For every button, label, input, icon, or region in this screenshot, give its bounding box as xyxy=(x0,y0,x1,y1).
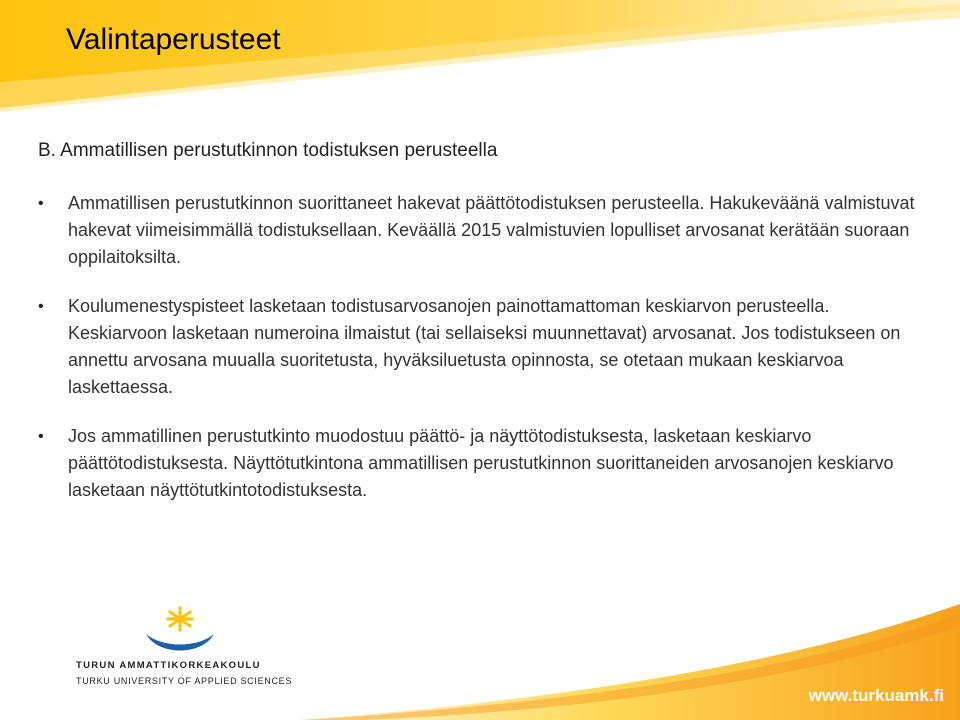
bullet-text: Jos ammatillinen perustutkinto muodostuu päättö- ja näyttötodistuksesta, lasketaan keskiarvo päättötodistuksesta. Näyttötutkintona ammatillisen perustutkinnon suorittaneiden arvosanojen keskiarvo lasketaan näyttötutkintotodistuksesta. xyxy=(68,426,894,500)
bullet-marker: • xyxy=(38,298,44,315)
bullet-item xyxy=(38,423,918,504)
bullet-item xyxy=(38,190,918,271)
bullet-text: Ammatillisen perustutkinnon suorittaneet hakevat päättötodistuksen perusteella. Hakukeväänä valmistuvat hakevat viimeisimmällä todistuksellaan. Keväällä 2015 valmistuvien lopulliset arvosanat kerätään suoraan oppilaitoksilta. xyxy=(68,193,915,267)
logo-name-english: TURKU UNIVERSITY OF APPLIED SCIENCES xyxy=(76,676,293,686)
slide-title: Valintaperusteet xyxy=(66,23,281,56)
website-url: www.turkuamk.fi xyxy=(808,686,944,705)
logo-name-finnish: TURUN AMMATTIKORKEAKOULU xyxy=(76,660,261,671)
bullet-item xyxy=(38,293,918,401)
sun-wave-logo-icon xyxy=(142,604,218,658)
section-subtitle: B. Ammatillisen perustutkinnon todistuksen perusteella xyxy=(38,140,498,161)
university-logo xyxy=(72,604,292,694)
bullet-list xyxy=(38,190,918,504)
bullet-marker: • xyxy=(38,428,44,445)
bullet-text: Koulumenestyspisteet lasketaan todistusarvosanojen painottamattoman keskiarvon perusteella. Keskiarvoon lasketaan numeroina ilmaistut (tai sellaiseksi muunnettavat) arvosanat. Jos todistukseen on annettu arvosana muualla suoritetusta, hyväksiluetusta opinnosta, se otetaan mukaan keskiarvoa laskettaessa. xyxy=(68,296,901,397)
bullet-marker: • xyxy=(38,195,44,212)
